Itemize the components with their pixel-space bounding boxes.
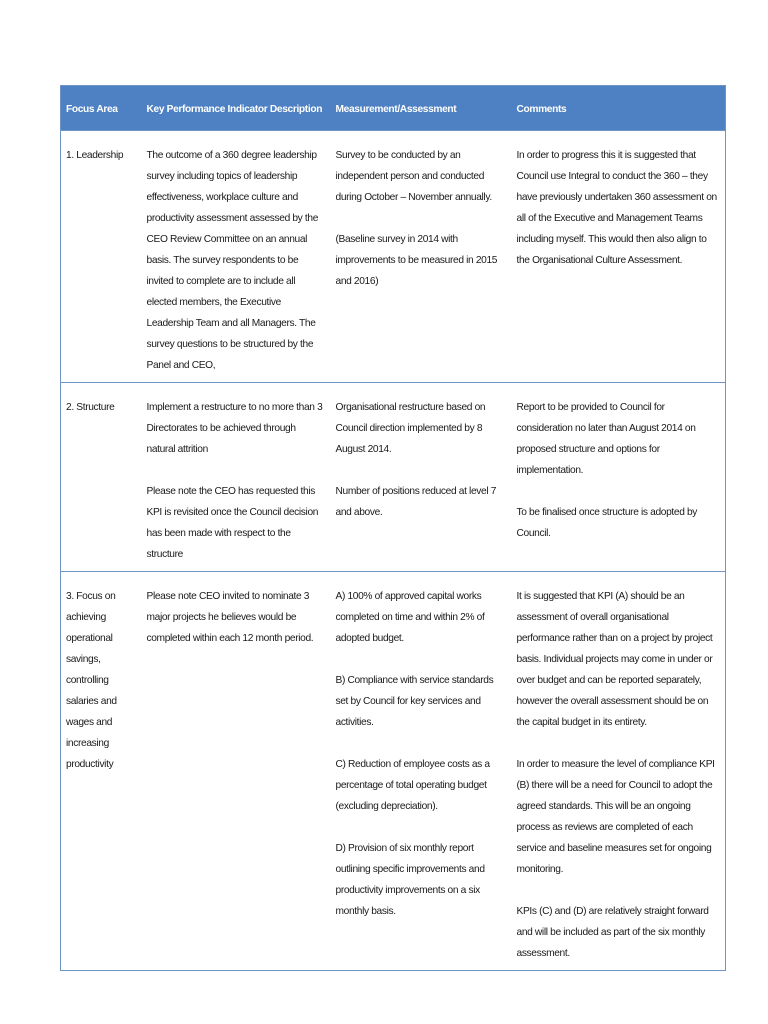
measurement-text: Number of positions reduced at level 7 and above. [335,486,497,518]
kpi-text: Please note CEO invited to nominate 3 major projects he believes would be completed within each 12 month period. [146,591,314,644]
measurement-text: D) Provision of six monthly report outlining specific improvements and productivity improvements on a six monthly basis. [335,843,485,917]
kpi-text: Implement a restructure to no more than 3 Directorates to be achieved through natural attrition [146,402,323,455]
table-row [61,131,726,383]
comments-cell [512,131,726,383]
header-focus-area: Focus Area [66,103,118,115]
table-row [61,383,726,572]
comments-cell [512,572,726,971]
measurement-text: Survey to be conducted by an independent person and conducted during October – November annually. [335,150,492,203]
comments-text: It is suggested that KPI (A) should be an assessment of overall organisational performance rather than on a project by project basis. Individual projects may come in under or over budget and can be reported separately, however the overall assessment should be on the capital budget in its entirety. [516,591,713,728]
header-measurement: Measurement/Assessment [335,103,457,115]
comments-text: In order to measure the level of compliance KPI (B) there will be a need for Council to adopt the agreed standards. This will be an ongoing process as reviews are completed of each service and baseline measures set for ongoing monitoring. [516,759,715,875]
focus-area-cell [61,131,142,383]
comments-text: KPIs (C) and (D) are relatively straight forward and will be included as part of the six monthly assessment. [516,906,709,959]
measurement-cell [331,383,512,572]
kpi-table [60,85,726,971]
focus-area-cell [61,572,142,971]
table-header-row [61,86,726,131]
kpi-cell [142,131,331,383]
kpi-cell [142,572,331,971]
measurement-cell [331,572,512,971]
measurement-text: C) Reduction of employee costs as a percentage of total operating budget (excluding depreciation). [335,759,490,812]
table-row [61,572,726,971]
measurement-text: B) Compliance with service standards set by Council for key services and activities. [335,675,494,728]
header-comments: Comments [516,103,567,115]
comments-text: In order to progress this it is suggested that Council use Integral to conduct the 360 – they have previously undertaken 360 assessment on all of the Executive and Management Teams including myself. This would then also align to the Organisational Culture Assessment. [516,150,717,266]
kpi-cell [142,383,331,572]
focus-area-text: 1. Leadership [66,150,124,161]
measurement-text: (Baseline survey in 2014 with improvements to be measured in 2015 and 2016) [335,234,498,287]
measurement-text: A) 100% of approved capital works completed on time and within 2% of adopted budget. [335,591,485,644]
measurement-text: Organisational restructure based on Council direction implemented by 8 August 2014. [335,402,486,455]
focus-area-cell [61,383,142,572]
header-kpi-description: Key Performance Indicator Description [146,103,323,115]
focus-area-text: 3. Focus on achieving operational savings, controlling salaries and wages and increasing productivity [66,591,117,770]
comments-text: Report to be provided to Council for consideration no later than August 2014 on proposed structure and options for implementation. [516,402,696,476]
kpi-text: The outcome of a 360 degree leadership survey including topics of leadership effectiveness, workplace culture and productivity assessment assessed by the CEO Review Committee on an annual basis. The survey respondents to be invited to complete are to include all elected members, the Executive Leadership Team and all Managers. The survey questions to be structured by the Panel and CEO, [146,150,319,371]
comments-cell [512,383,726,572]
comments-text: To be finalised once structure is adopted by Council. [516,507,698,539]
kpi-text: Please note the CEO has requested this KPI is revisited once the Council decision has been made with respect to the structure [146,486,319,560]
measurement-cell [331,131,512,383]
focus-area-text: 2. Structure [66,402,115,413]
